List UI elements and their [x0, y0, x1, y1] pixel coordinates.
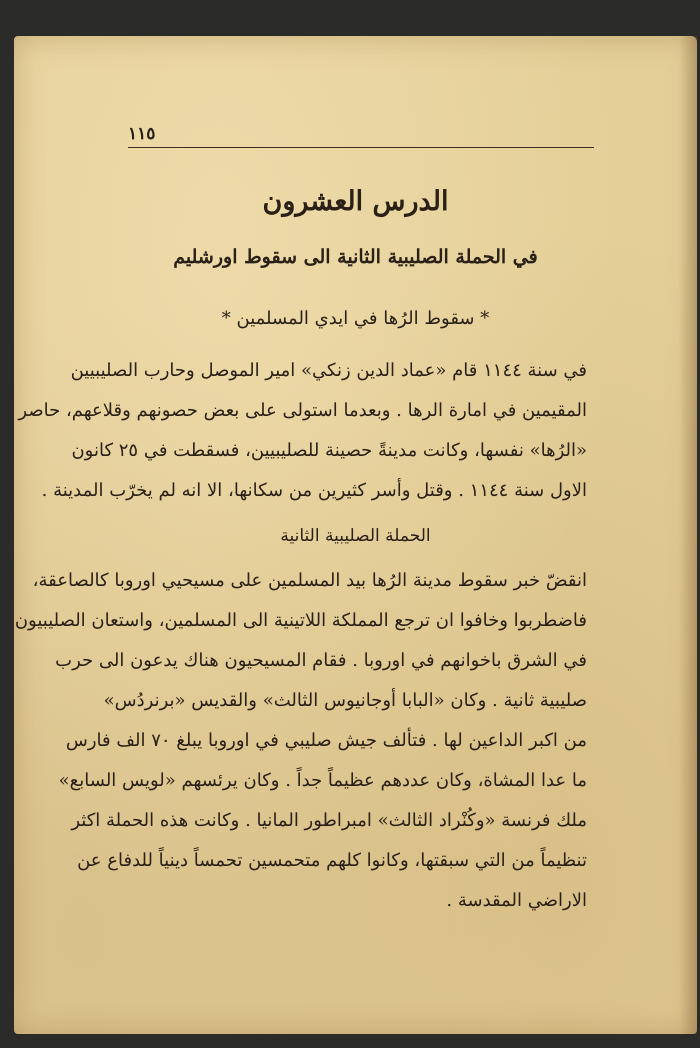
- paragraph1-line: «الرُها» نفسها، وكانت مدينةً حصينة للصليبيين، فسقطت في ٢٥ كانون: [71, 440, 587, 461]
- paragraph1-line: في سنة ١١٤٤ قام «عماد الدين زنكي» امير الموصل وحارب الصليبيين: [70, 360, 587, 381]
- page-number: ١١٥: [128, 124, 156, 144]
- header-rule: [128, 147, 594, 148]
- paragraph2-line: الاراضي المقدسة .: [446, 890, 587, 911]
- paragraph2-line: في الشرق باخوانهم في اوروبا . فقام المسيحيون هناك يدعون الى حرب: [55, 650, 587, 671]
- section-heading: * سقوط الرُها في ايدي المسلمين *: [221, 308, 490, 329]
- paragraph2-line: صليبية ثانية . وكان «البابا أوجانيوس الثالث» والقديس «برنردُس»: [103, 690, 587, 711]
- book-page: [14, 36, 697, 1034]
- paragraph2-line: ملك فرنسة «وكُنْراد الثالث» امبراطور المانيا . وكانت هذه الحملة اكثر: [71, 810, 587, 831]
- paragraph2-line: ما عدا المشاة، وكان عددهم عظيماً جداً . وكان يرئسهم «لويس السابع»: [58, 770, 587, 791]
- paragraph1-line: المقيمين في امارة الرها . وبعدما استولى على بعض حصونهم وقلاعهم، حاصر: [18, 400, 587, 421]
- paragraph2-line: فاضطربوا وخافوا ان ترجع المملكة اللاتينية الى المسلمين، واستعان الصليبيون: [14, 610, 587, 631]
- paragraph2-line: انقضّ خبر سقوط مدينة الرُها بيد المسلمين على مسيحيي اوروبا كالصاعقة،: [32, 570, 587, 591]
- lesson-subtitle: في الحملة الصليبية الثانية الى سقوط اورشليم: [173, 246, 538, 268]
- paragraph1-line: الاول سنة ١١٤٤ . وقتل وأسر كثيرين من سكانها، الا انه لم يخرّب المدينة .: [41, 480, 587, 501]
- sub-heading: الحملة الصليبية الثانية: [280, 526, 431, 546]
- lesson-title: الدرس العشرون: [262, 186, 449, 217]
- paragraph2-line: من اكبر الداعين لها . فتألف جيش صليبي في اوروبا يبلغ ٧٠ الف فارس: [65, 730, 587, 751]
- paragraph2-line: تنظيماً من التي سبقتها، وكانوا كلهم متحمسين تحمساً دينياً للدفاع عن: [77, 850, 587, 871]
